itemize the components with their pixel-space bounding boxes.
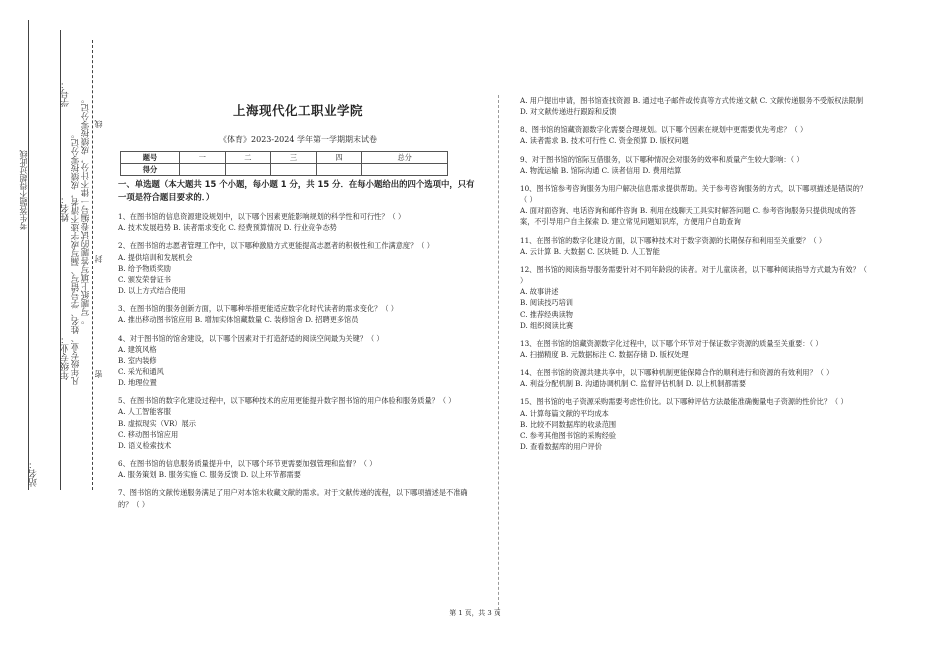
question-stem: 13、在图书馆的馆藏资源数字化过程中，以下哪个环节对于保证数字资源的质量至关重要：（ ） <box>520 338 823 348</box>
question-item <box>118 458 478 480</box>
question-option: A. 物流运输 B. 馆际沟通 C. 读者信用 D. 费用结算 <box>520 165 682 175</box>
score-table-header-row <box>121 151 448 163</box>
left-column <box>118 95 478 510</box>
score-cell: 三 <box>271 151 317 163</box>
school-title: 上海现代化工职业学院 <box>232 103 363 118</box>
question-item <box>118 211 478 233</box>
question-option: D. 地理位置 <box>118 378 157 388</box>
question-option: B. 给予物质奖励 <box>118 263 171 273</box>
binding-instruction: 考生答题不得超过此线 <box>19 150 28 230</box>
question-option: C. 移动图书馆应用 <box>118 429 179 439</box>
question-item <box>520 396 870 452</box>
binding-line <box>28 20 29 490</box>
question-stem: 14、在图书馆的资源共建共享中，以下哪种机制更能保障合作的顺利进行和资源的有效利用？（ ） <box>520 368 834 378</box>
page-number: 第 1 页，共 3 页 <box>449 609 501 617</box>
question-item <box>520 95 870 117</box>
question-item <box>520 367 870 389</box>
question-option: A. 提供培训和发展机会 <box>118 252 193 262</box>
question-option: A. 利益分配机制 B. 沟通协调机制 C. 监督评估机制 D. 以上机制都需要 <box>520 379 747 389</box>
binding-mark-secret: 密 <box>94 370 103 378</box>
score-cell: 总分 <box>362 151 448 163</box>
question-option: A. 人工智能客服 <box>118 407 171 417</box>
question-option: B. 虚拟现实（VR）展示 <box>118 418 196 428</box>
question-option: D. 以上方式结合使用 <box>118 286 186 296</box>
question-option: B. 比较不同数据库的收录范围 <box>520 419 617 429</box>
question-list <box>118 211 478 510</box>
exam-title: 《体育》2023-2024 学年第一学期期末试卷 <box>219 135 377 145</box>
question-stem: 15、图书馆的电子资源采购需要考虑性价比。以下哪种评估方法最能准确衡量电子资源的性价比？（ ） <box>520 397 848 407</box>
question-option: D. 组织阅读比赛 <box>520 320 574 330</box>
score-table <box>120 151 448 176</box>
station-label: 站名： <box>29 460 39 487</box>
question-stem: 2、在图书馆的志愿者管理工作中，以下哪种激励方式更能提高志愿者的积极性和工作满意度？（ ） <box>118 241 434 251</box>
score-cell: 四 <box>316 151 362 163</box>
question-option: A. 建筑风格 <box>118 344 157 354</box>
question-stem: A. 用户提出申请，图书馆查找资源 B. 通过电子邮件或传真等方式传递文献 C. 文献传递服务不受版权法限制 D. 对文献传递进行跟踪和反馈 <box>520 96 864 117</box>
question-stem: 11、在图书馆的数字化建设方面，以下哪种技术对于数字资源的长期保存和利用至关重要？（ ） <box>520 235 827 245</box>
question-stem: 9、对于图书馆的馆际互借服务，以下哪种情况会对服务的效率和质量产生较大影响：（ ） <box>520 154 804 164</box>
question-item <box>520 183 870 228</box>
question-option: C. 参考其他图书馆的采购经验 <box>520 430 617 440</box>
binding-cut-line <box>92 40 93 490</box>
question-list <box>520 95 870 452</box>
score-cell: 题号 <box>121 151 180 163</box>
question-option: B. 室内装修 <box>118 355 157 365</box>
score-entry[interactable] <box>180 163 226 175</box>
question-item <box>520 338 870 360</box>
question-item <box>118 395 478 451</box>
question-stem: 8、图书馆的馆藏资源数字化需要合理规划。以下哪个因素在规划中更需要优先考虑？（ ） <box>520 125 808 135</box>
question-option: C. 颁发荣誉证书 <box>118 274 171 284</box>
question-stem: 6、在图书馆的信息服务质量提升中，以下哪个环节更需要加强管理和监督？（ ） <box>118 459 377 469</box>
score-table-score-row <box>121 163 448 175</box>
score-entry[interactable] <box>362 163 448 175</box>
binding-note-1: 。写题纸上填写答题的试卷编号一律不计分，成绩按零分记。 <box>81 95 91 325</box>
question-option: A. 读者需求 B. 技术可行性 C. 资金预算 D. 版权问题 <box>520 136 689 146</box>
question-option: D. 语义检索技术 <box>118 440 172 450</box>
column-divider <box>498 95 499 615</box>
question-option: C. 推荐经典读物 <box>520 309 573 319</box>
question-stem: 1、在图书馆的信息资源建设规划中，以下哪个因素更能影响规划的科学性和可行性？（ ） <box>118 212 406 222</box>
question-option: A. 扫描精度 B. 元数据标注 C. 数据存储 D. 版权处理 <box>520 349 689 359</box>
question-option: A. 云计算 B. 大数据 C. 区块链 D. 人工智能 <box>520 246 660 256</box>
score-entry[interactable] <box>225 163 271 175</box>
binding-mark-seal: 封 <box>94 255 103 263</box>
score-cell: 二 <box>225 151 271 163</box>
question-stem: 5、在图书馆的数字化建设过程中，以下哪种技术的应用更能提升数字图书馆的用户体验和服务质量？（ ） <box>118 396 456 406</box>
binding-margin <box>0 0 118 672</box>
question-option: A. 面对面咨询、电话咨询和邮件咨询 B. 利用在线聊天工具实时解答问题 C. 参考咨询服务只提供现成的答案，不引导用户自主探索 D. 建立常见问题知识库，方便用户自助查询 <box>520 206 856 227</box>
binding-note-2: 凡年级专业、姓名、学号错写、漏写或字迹不清者，成绩按零分记。 <box>71 130 81 385</box>
question-option: A. 推出移动图书馆应用 B. 增加实体馆藏数量 C. 装修馆舍 D. 招聘更多馆员 <box>118 315 359 325</box>
question-option: A. 故事讲述 <box>520 287 559 297</box>
question-option: C. 采光和通风 <box>118 366 164 376</box>
score-cell: 得分 <box>121 163 180 175</box>
question-option: D. 查看数据库的用户评价 <box>520 442 602 452</box>
question-stem: 4、对于图书馆的馆舍建设，以下哪个因素对于打造舒适的阅读空间最为关键？（ ） <box>118 333 384 343</box>
question-item <box>520 264 870 331</box>
question-stem: 10、图书馆参考咨询服务为用户解决信息需求提供帮助。关于参考咨询服务的方式，以下哪项描述是错误的？（ ） <box>520 183 867 205</box>
right-column <box>520 95 870 452</box>
score-cell: 一 <box>180 151 226 163</box>
question-item <box>118 303 478 325</box>
question-stem: 3、在图书馆的服务创新方面，以下哪种举措更能适应数字化时代读者的需求变化？（ ） <box>118 304 398 314</box>
question-option: A. 服务策划 B. 服务实施 C. 服务反馈 D. 以上环节都需要 <box>118 470 301 480</box>
question-stem: 7、图书馆的文献传递服务满足了用户对本馆未收藏文献的需求。对于文献传递的流程，以下哪项描述是不准确的？（ ） <box>118 488 468 509</box>
section-heading: 一、单选题（本大题共 15 个小题，每小题 1 分，共 15 分．在每小题给出的四个选项中，只有一项是符合题目要求的．） <box>118 179 475 203</box>
score-entry[interactable] <box>316 163 362 175</box>
name-label: 姓名： <box>61 195 71 222</box>
question-item <box>520 235 870 257</box>
student-id-label: 学号： <box>61 80 71 107</box>
score-entry[interactable] <box>271 163 317 175</box>
question-option: A. 计算每篇文献的平均成本 <box>520 408 609 418</box>
question-stem: 12、图书馆的阅读指导服务需要针对不同年龄段的读者。对于儿童读者，以下哪种阅读指导方式最为有效？（ ） <box>520 264 867 286</box>
question-item <box>118 240 478 296</box>
question-item <box>118 487 478 509</box>
question-item <box>520 124 870 146</box>
question-option: A. 技术发展趋势 B. 读者需求变化 C. 经费预算情况 D. 行业竞争态势 <box>118 223 337 233</box>
question-option: B. 阅读技巧培训 <box>520 298 573 308</box>
question-item <box>520 154 870 176</box>
binding-mark-line: 线 <box>94 120 103 128</box>
question-item <box>118 333 478 389</box>
grade-major-label: 年级专业： <box>61 335 71 380</box>
